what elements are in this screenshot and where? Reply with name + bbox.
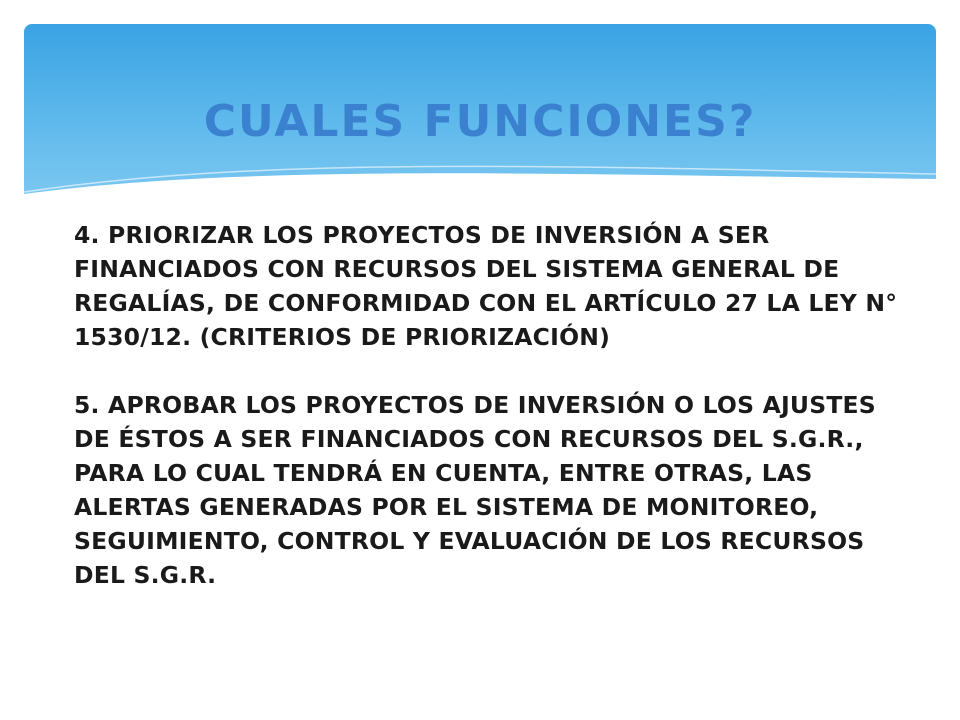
slide-title: CUALES FUNCIONES? — [203, 96, 757, 147]
slide-body — [74, 218, 904, 592]
function-item-5: 5. APROBAR LOS PROYECTOS DE INVERSIÓN O LOS AJUSTES DE ÉSTOS A SER FINANCIADOS CON RECURSOS DEL S.G.R., PARA LO CUAL TENDRÁ EN CUENTA, ENTRE OTRAS, LAS ALERTAS GENERADAS POR EL SISTEMA DE MONITOREO, SEGUIMIENTO, CONTROL Y EVALUACIÓN DE LOS RECURSOS DEL S.G.R. — [74, 391, 876, 589]
function-item-4: 4. PRIORIZAR LOS PROYECTOS DE INVERSIÓN A SER FINANCIADOS CON RECURSOS DEL SISTEMA GENERAL DE REGALÍAS, DE CONFORMIDAD CON EL ARTÍCULO 27 LA LEY N° 1530/12. (CRITERIOS DE PRIORIZACIÓN) — [74, 221, 898, 351]
